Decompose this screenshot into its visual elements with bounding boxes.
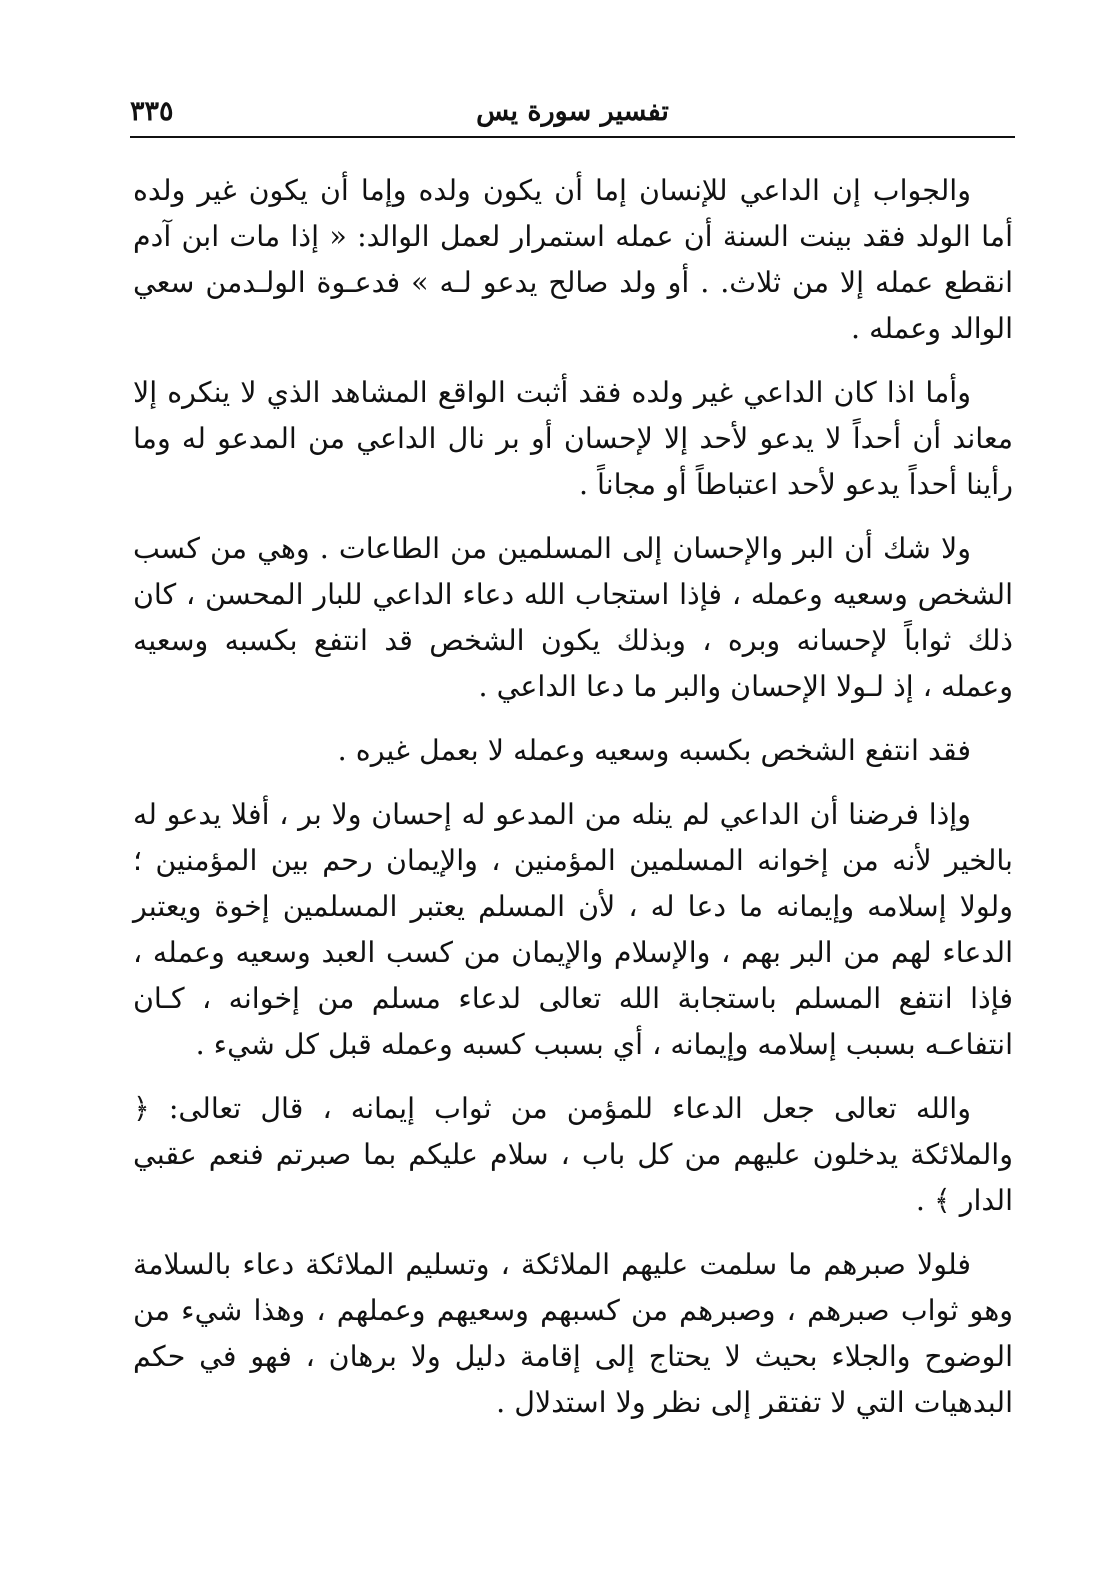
paragraph-3: ولا شك أن البر والإحسان إلى المسلمين من الطاعات . وهي من كسب الشخص وسعيه وعمله ، فإذا استجاب الله دعاء الداعي للبار المحسن ، كان ذلك ثواباً لإحسانه وبره ، وبذلك يكون الشخص قد انتفع بكسبه وسعيه وعمله ، إذ لـولا الإحسان والبر ما دعا الداعي . [133,532,1013,703]
paragraph-6: والله تعالى جعل الدعاء للمؤمن من ثواب إيمانه ، قال تعالى: ﴿ والملائكة يدخلون عليهم من كل باب ، سلام عليكم بما صبرتم فنعم عقبي الدار ﴾ . [133,1092,1013,1217]
paragraph-1: والجواب إن الداعي للإنسان إما أن يكون ولده وإما أن يكون غير ولده أما الولد فقد بينت السنة أن عمله استمرار لعمل الوالد: « إذا مات ابن آدم انقطع عمله إلا من ثلاث. . أو ولد صالح يدعو لـه » فدعـوة الولـدمن سعي الوالد وعمله . [133,174,1013,345]
running-header [130,92,1015,140]
paragraph-2: وأما اذا كان الداعي غير ولده فقد أثبت الواقع المشاهد الذي لا ينكره إلا معاند أن أحداً لا يدعو لأحد إلا لإحسان أو بر نال الداعي من المدعو له وما رأينا أحداً يدعو لأحد اعتباطاً أو مجاناً . [133,376,1013,501]
body-text [133,168,1013,1444]
paragraph-5: وإذا فرضنا أن الداعي لم ينله من المدعو له إحسان ولا بر ، أفلا يدعو له بالخير لأنه من إخوانه المسلمين المؤمنين ، والإيمان رحم بين المؤمنين ؛ ولولا إسلامه وإيمانه ما دعا له ، لأن المسلم يعتبر المسلمين إخوة ويعتبر الدعاء لهم من البر بهم ، والإسلام والإيمان من كسب العبد وسعيه وعمله ، فإذا انتفع المسلم باستجابة الله تعالى لدعاء مسلم من إخوانه ، كـان انتفاعـه بسبب إسلامه وإيمانه ، أي بسبب كسبه وعمله قبل كل شيء . [133,798,1013,1061]
paragraph-7: فلولا صبرهم ما سلمت عليهم الملائكة ، وتسليم الملائكة دعاء بالسلامة وهو ثواب صبرهم ، وصبرهم من كسبهم وسعيهم وعملهم ، وهذا شيء من الوضوح والجلاء بحيث لا يحتاج إلى إقامة دليل ولا برهان ، فهو في حكم البدهيات التي لا تفتقر إلى نظر ولا استدلال . [133,1248,1013,1419]
header-divider [130,136,1015,138]
paragraph-4: فقد انتفع الشخص بكسبه وسعيه وعمله لا بعمل غيره . [337,734,971,767]
page-number: ٣٣٥ [130,96,174,127]
header-title: تفسير سورة يس [476,96,669,127]
